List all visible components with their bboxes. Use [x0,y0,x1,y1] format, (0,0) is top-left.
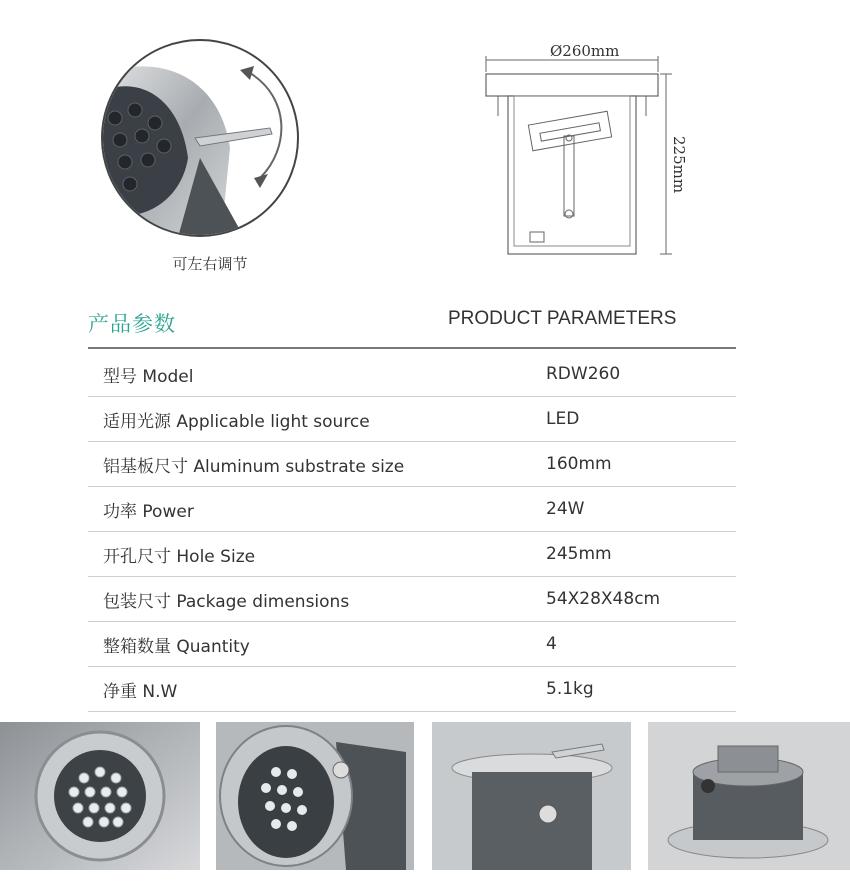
param-value: 5.1kg [546,679,594,699]
param-value: 24W [546,499,585,519]
param-label: 功率 Power [103,501,194,522]
param-label: 包装尺寸 Package dimensions [103,591,350,612]
table-row [88,532,736,577]
product-photo-side [432,722,631,870]
diameter-label: Ø260mm [550,42,620,60]
table-row [88,442,736,487]
parameter-table [88,352,736,712]
param-value: 4 [546,634,557,654]
table-row [88,667,736,712]
param-value: RDW260 [546,364,621,384]
table-row [88,397,736,442]
table-row [88,622,736,667]
param-value: 160mm [546,454,612,474]
table-row [88,352,736,397]
height-label: 225mm [670,136,688,194]
param-value: LED [546,409,580,429]
header-divider [88,347,736,349]
table-row [88,487,736,532]
param-label: 整箱数量 Quantity [103,636,250,657]
param-label: 净重 N.W [103,681,178,702]
product-photo-front [0,722,200,870]
section-title-cn: 产品参数 [88,312,176,336]
param-label: 铝基板尺寸 Aluminum substrate size [103,456,405,477]
table-row [88,577,736,622]
param-value: 54X28X48cm [546,589,661,609]
param-label: 开孔尺寸 Hole Size [103,546,256,567]
param-value: 245mm [546,544,612,564]
adjustment-caption: 可左右调节 [172,255,248,273]
adjustment-detail-image [100,38,300,238]
param-label: 适用光源 Applicable light source [103,411,370,432]
section-title-en: PRODUCT PARAMETERS [448,308,677,329]
product-photo-rear [648,722,850,870]
technical-drawing [470,36,700,276]
product-photo-angled [216,722,414,870]
param-label: 型号 Model [103,366,194,387]
